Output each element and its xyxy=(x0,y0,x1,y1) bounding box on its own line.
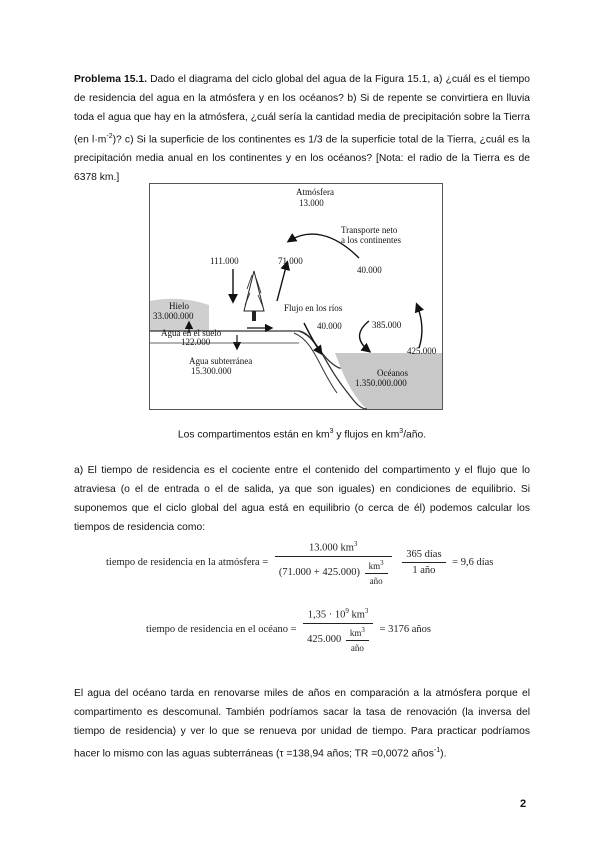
page-number: 2 xyxy=(520,798,527,810)
label-oceanos: Océanos xyxy=(377,368,408,378)
value-flujo-rios: 40.000 xyxy=(317,321,342,331)
eq1-den-unit-sup: 3 xyxy=(380,558,384,567)
eq2-den-unit-sup: 3 xyxy=(361,625,365,634)
eq1-result: = 9,6 días xyxy=(452,557,494,569)
problem-text-end: )? c) Si la superficie de los continentes es 1/3 de la superficie total de la Tierra, ¿cuál es la precipitación media anual en los continentes y en los océanos? [Nota: el radio de la Tierra es de 6378 km.] xyxy=(74,134,531,184)
conclusion-text: El agua del océano tarda en renovarse miles de años en comparación a la atmósfera porque el compartimento es descomunal. También podríamos sacar la tasa de renovación (la inversa del tiempo de residencia) y ver lo que se renueva por unidad de tiempo. Para practicar podríamos hacer lo mismo con las aguas subterráneas (τ =138,94 años; TR =0,0072 años xyxy=(74,688,530,760)
eq1-f2-num: 365 días xyxy=(402,549,445,563)
value-evap-ocean: 425.000 xyxy=(407,346,437,356)
label-subterranea: Agua subterránea xyxy=(189,356,253,366)
answer-a: a) El tiempo de residencia es el cociente entre el contenido del compartimento y el flujo que lo atraviesa (o el de entrada o el de salida, ya que son iguales) en condiciones de equilibrio. Si suponemos que el ciclo global del agua está en equilibrio (o cerca de él) podemos calcular los tiempos de residencia como: xyxy=(74,465,530,533)
eq2-num: 1,35 · 10 xyxy=(307,609,346,621)
equation-atmosphere xyxy=(106,540,493,586)
eq2-den-unit-den: año xyxy=(350,642,364,653)
value-suelo: 122.000 xyxy=(181,337,211,347)
label-transporte-2: a los continentes xyxy=(341,235,401,245)
eq1-den-unit-den: año xyxy=(369,575,383,586)
conclusion-paragraph xyxy=(74,684,530,763)
eq1-den: (71.000 + 425.000) xyxy=(278,566,360,578)
eq2-lhs: tiempo de residencia en el océano = xyxy=(146,624,297,636)
problem-text: Dado el diagrama del ciclo global del agua de la Figura 15.1, a) ¿cuál es el tiempo de residencia del agua en la atmósfera y en los océanos? b) Si de repente se convirtiera en lluvia toda el agua que hay en la atmósfera, ¿cuál sería la cantidad media de precipitación sobre la Tierra (en l·m xyxy=(74,74,530,146)
eq2-fraction xyxy=(303,607,373,653)
figure-caption xyxy=(74,428,530,440)
eq1-fraction xyxy=(275,540,392,586)
value-precip-land: 111.000 xyxy=(210,256,239,266)
caption-before: Los compartimentos están en km xyxy=(177,429,330,441)
value-subterranea: 15.300.000 xyxy=(191,366,232,376)
eq1-den-unit-num: km xyxy=(368,560,381,571)
eq1-conversion xyxy=(402,549,445,576)
conclusion-sup: -1 xyxy=(433,747,441,754)
value-hielo: 33.000.000 xyxy=(153,311,194,321)
label-hielo: Hielo xyxy=(169,301,189,311)
conclusion-end: ). xyxy=(440,748,447,760)
caption-middle: y flujos en km xyxy=(333,429,400,441)
problem-title: Problema 15.1. xyxy=(74,74,147,85)
eq2-result: = 3176 años xyxy=(379,624,431,636)
problem-unit-sup: -2 xyxy=(106,133,113,140)
eq2-num-unit-sup: 3 xyxy=(364,607,369,615)
eq1-lhs: tiempo de residencia en la atmósfera = xyxy=(106,557,269,569)
eq2-num-unit: km xyxy=(348,609,365,621)
value-atmosfera: 13.000 xyxy=(299,198,324,208)
value-precip-ocean: 385.000 xyxy=(372,320,402,330)
value-transporte: 40.000 xyxy=(357,265,382,275)
water-cycle-diagram xyxy=(149,183,443,410)
caption-after: /año. xyxy=(403,429,427,441)
eq1-num-sup: 3 xyxy=(353,540,358,548)
value-evap-land: 71.000 xyxy=(278,256,303,266)
label-atmosfera: Atmósfera xyxy=(296,187,334,197)
eq1-num: 13.000 km xyxy=(309,542,354,554)
eq2-num-exp: 9 xyxy=(345,607,349,615)
problem-statement xyxy=(74,70,530,187)
eq1-f2-den: 1 año xyxy=(412,565,436,577)
eq2-den-unit-num: km xyxy=(349,627,362,638)
eq2-den-unit xyxy=(346,626,369,653)
caption-sup-2: 3 xyxy=(399,428,404,435)
label-flujo-rios: Flujo en los ríos xyxy=(284,303,343,313)
label-suelo: Agua en el suelo xyxy=(161,328,222,338)
label-transporte-1: Transporte neto xyxy=(341,225,398,235)
caption-sup-1: 3 xyxy=(329,428,334,435)
equation-ocean xyxy=(146,607,431,653)
eq1-den-unit xyxy=(365,559,388,586)
value-oceanos: 1.350.000.000 xyxy=(355,378,407,388)
eq2-den: 425.000 xyxy=(307,633,342,645)
